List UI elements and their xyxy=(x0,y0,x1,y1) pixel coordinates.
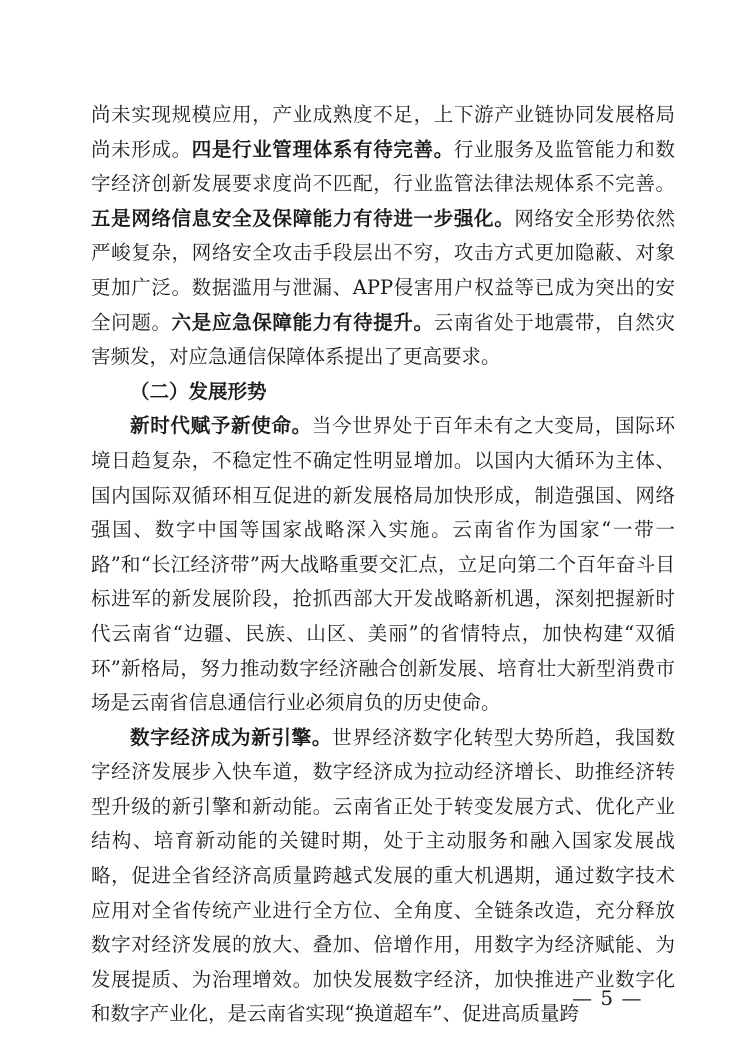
highlight-point-six: 六是应急保障能力有待提升。 xyxy=(171,310,434,334)
paragraph-text: 当今世界处于百年未有之大变局，国际环境日趋复杂，不稳定性不确定性明显增加。以国内大循环为主体、国内国际双循环相互促进的新发展格局加快形成，制造强国、网络强国、数字中国等国家战略深入实施。云南省作为国家“一带一路”和“长江经济带”两大战略重要交汇点，立足向第二个百年奋斗目标进军的新发展阶段，抢抓西部大开发战略新机遇，深刻把握新时代云南省“边疆、民族、山区、美丽”的省情特点，加快构建“双循环”新格局，努力推动数字经济融合创新发展、培育壮大新型消费市场是云南省信息通信行业必须肩负的历史使命。 xyxy=(91,414,675,715)
paragraph-lead: 数字经济成为新引擎。 xyxy=(130,725,333,749)
highlight-point-four: 四是行业管理体系有待完善。 xyxy=(191,137,454,161)
paragraph-text: 行业服务及监管能力和数字经济创新发展要求度尚不匹配，行业监管法律法规体系不完善。 xyxy=(91,137,675,196)
section-heading: （二）发展形势 xyxy=(130,379,267,403)
paragraph-lead: 新时代赋予新使命。 xyxy=(130,414,312,438)
paragraph-text: 世界经济数字化转型大势所趋，我国数字经济发展步入快车道，数字经济成为拉动经济增长、助推经济转型升级的新引擎和新动能。云南省正处于转变发展方式、优化产业结构、培育新动能的关键时期，处于主动服务和融入国家发展战略，促进全省经济高质量跨越式发展的重大机遇期，通过数字技术应用对全省传统产业进行全方位、全角度、全链条改造，充分释放数字对经济发展的放大、叠加、倍增作用，用数字为经济赋能、为发展提质、为治理增效。加快发展数字经济，加快推进产业数字化和数字产业化，是云南省实现“换道超车”、促进高质量跨 xyxy=(91,725,675,1026)
highlight-point-five: 五是网络信息安全及保障能力有待进一步强化。 xyxy=(91,206,515,230)
paragraph-text: 网络安全形势依然严峻复杂，网络安全攻击手段层出不穷，攻击方式更加隐蔽、对象更加广泛。数据滥用与泄漏、APP侵害用户权益等已成为突出的安全问题。 xyxy=(91,206,675,334)
page-number: — 5 — xyxy=(572,986,643,1010)
body-text xyxy=(91,98,675,1032)
paragraph-text: 尚未实现规模应用，产业成熟度不足，上下游产业链协同发展格局尚未形成。 xyxy=(91,103,675,161)
paragraph-challenges xyxy=(91,98,675,375)
paragraph-text: 云南省处于地震带，自然灾害频发，对应急通信保障体系提出了更高要求。 xyxy=(91,310,675,369)
paragraph-new-mission xyxy=(91,409,675,720)
